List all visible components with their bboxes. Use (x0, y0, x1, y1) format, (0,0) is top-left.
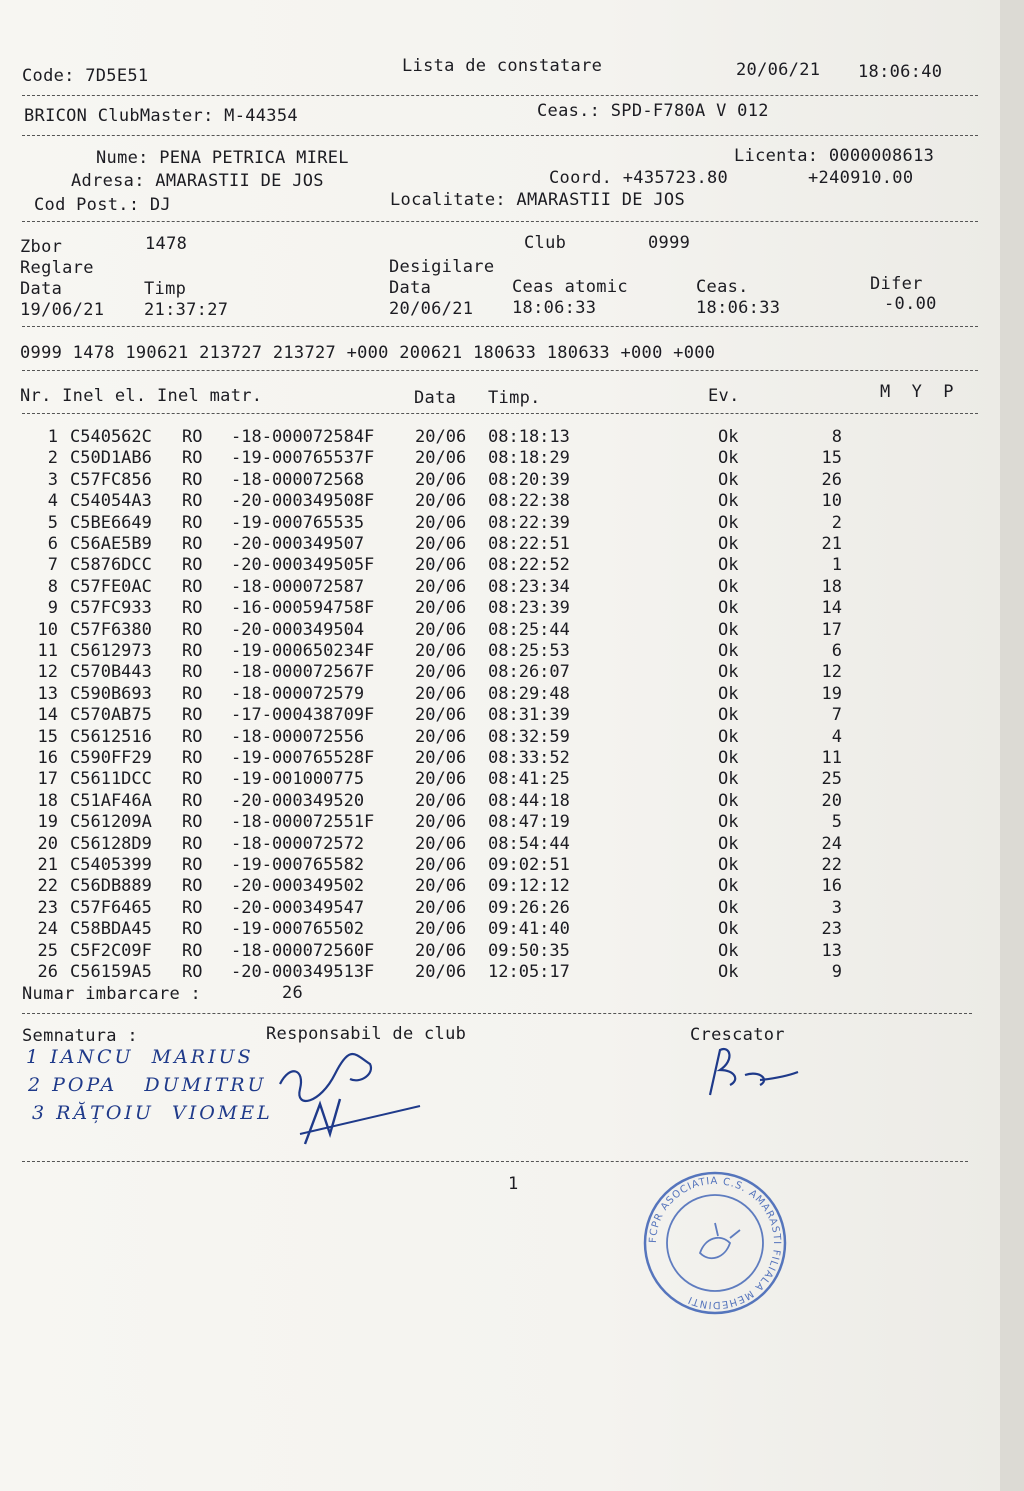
country-code: RO (182, 833, 203, 854)
ring-number: -18-000072579 (231, 683, 365, 704)
event-status: Ok (718, 897, 739, 918)
ring-number: -20-000349502 (231, 876, 365, 897)
country-code: RO (182, 683, 203, 704)
country-code: RO (182, 555, 203, 576)
flight-number: 1478 (145, 234, 188, 254)
rank: 24 (821, 833, 842, 854)
rank: 12 (821, 662, 842, 683)
divider (22, 413, 978, 414)
table-row (0, 620, 1000, 641)
country-code: RO (182, 919, 203, 940)
header-ev: Ev. (708, 386, 740, 406)
row-number: 10 (37, 619, 58, 640)
electronic-ring: C590FF29 (70, 748, 152, 768)
electronic-ring: C57FC856 (70, 469, 152, 490)
arrival-time: 08:18:29 (488, 448, 570, 469)
table-row (0, 641, 1000, 662)
code-label: Code: 7D5E51 (22, 66, 149, 86)
table-row (0, 427, 1000, 448)
print-time: 18:06:40 (858, 62, 943, 82)
arrival-time: 08:54:44 (488, 833, 570, 854)
row-number: 26 (37, 962, 58, 982)
arrival-time: 08:32:59 (488, 726, 570, 747)
header-timp: Timp. (488, 388, 541, 408)
rank: 16 (821, 876, 842, 897)
reglare-date: 19/06/21 (20, 300, 105, 320)
table-row (0, 791, 1000, 812)
country-code: RO (182, 769, 203, 790)
event-status: Ok (718, 555, 739, 576)
arrival-time: 08:23:34 (488, 576, 570, 597)
table-row (0, 941, 1000, 962)
ring-number: -20-000349505F (231, 555, 375, 576)
clock-time: 18:06:33 (696, 298, 781, 318)
electronic-ring: C5612973 (70, 641, 152, 661)
arrival-date: 20/06 (415, 683, 467, 704)
club-responsible-label: Responsabil de club (266, 1024, 467, 1044)
event-status: Ok (718, 812, 739, 833)
arrival-date: 20/06 (415, 469, 467, 490)
table-row (0, 834, 1000, 855)
club-responsible-signature (260, 1034, 440, 1154)
arrival-time: 08:47:19 (488, 812, 570, 833)
ring-number: -17-000438709F (231, 705, 375, 726)
rank: 8 (831, 427, 842, 447)
event-status: Ok (718, 641, 739, 661)
event-status: Ok (718, 748, 739, 768)
clock-model: Ceas.: SPD-F780A V 012 (537, 101, 769, 121)
event-status: Ok (718, 427, 739, 447)
ring-number: -18-000072572 (231, 833, 365, 854)
header-data: Data (414, 388, 457, 408)
event-status: Ok (718, 683, 739, 704)
print-date: 20/06/21 (736, 60, 821, 80)
arrival-date: 20/06 (415, 512, 467, 533)
table-row (0, 684, 1000, 705)
country-code: RO (182, 897, 203, 918)
rank: 3 (831, 897, 842, 918)
electronic-ring: C590B693 (70, 683, 152, 704)
handwritten-name-3: 3 RĂȚOIU VIOMEL (32, 1102, 273, 1124)
arrival-date: 20/06 (415, 833, 467, 854)
arrival-time: 08:22:52 (488, 555, 570, 576)
country-code: RO (182, 962, 203, 982)
row-number: 6 (47, 534, 58, 554)
event-status: Ok (718, 576, 739, 597)
divider (22, 1013, 972, 1014)
rank: 14 (821, 598, 842, 619)
reglare-time-label: Timp (144, 279, 187, 299)
difference-label: Difer (870, 274, 923, 294)
arrival-time: 09:41:40 (488, 919, 570, 940)
ring-number: -18-000072567F (231, 662, 375, 683)
row-number: 8 (47, 576, 58, 597)
arrival-date: 20/06 (415, 876, 467, 897)
arrival-date: 20/06 (415, 427, 467, 447)
row-number: 22 (37, 876, 58, 897)
row-number: 17 (37, 769, 58, 790)
divider (22, 1161, 968, 1162)
arrival-date: 20/06 (415, 962, 467, 982)
table-row (0, 812, 1000, 833)
desigilare-date: 20/06/21 (389, 299, 474, 319)
event-status: Ok (718, 833, 739, 854)
arrival-time: 09:50:35 (488, 940, 570, 961)
ring-number: -19-000765537F (231, 448, 375, 469)
event-status: Ok (718, 962, 739, 982)
country-code: RO (182, 427, 203, 447)
arrival-date: 20/06 (415, 748, 467, 768)
row-number: 12 (37, 662, 58, 683)
ring-number: -20-000349520 (231, 790, 365, 811)
row-number: 9 (47, 598, 58, 619)
electronic-ring: C570AB75 (70, 705, 152, 726)
table-row (0, 491, 1000, 512)
arrival-date: 20/06 (415, 491, 467, 512)
arrival-date: 20/06 (415, 662, 467, 683)
country-code: RO (182, 641, 203, 661)
electronic-ring: C56DB889 (70, 876, 152, 897)
rank: 11 (821, 748, 842, 768)
event-status: Ok (718, 598, 739, 619)
country-code: RO (182, 790, 203, 811)
flight-label: Zbor (20, 237, 63, 257)
electronic-ring: C5405399 (70, 855, 152, 875)
event-status: Ok (718, 726, 739, 747)
owner-name: Nume: PENA PETRICA MIREL (96, 148, 349, 168)
table-row (0, 769, 1000, 790)
clock-label: Ceas. (696, 277, 749, 297)
arrival-date: 20/06 (415, 919, 467, 940)
page-number: 1 (508, 1174, 519, 1194)
background-surface (1000, 0, 1024, 1491)
ring-number: -18-000072584F (231, 427, 375, 447)
table-row (0, 748, 1000, 769)
rank: 22 (821, 855, 842, 875)
arrival-time: 08:25:44 (488, 619, 570, 640)
arrival-date: 20/06 (415, 641, 467, 661)
table-row (0, 705, 1000, 726)
ring-number: -18-000072551F (231, 812, 375, 833)
row-number: 24 (37, 919, 58, 940)
table-row (0, 577, 1000, 598)
ring-number: -16-000594758F (231, 598, 375, 619)
arrival-date: 20/06 (415, 576, 467, 597)
row-number: 20 (37, 833, 58, 854)
country-code: RO (182, 598, 203, 619)
svg-text:FCPR ASOCIATIA C.S. AMARASTI F: FCPR ASOCIATIA C.S. AMARASTI FILIALA MEHEDINTI (647, 1175, 783, 1311)
row-number: 23 (37, 897, 58, 918)
table-row (0, 876, 1000, 897)
table-row (0, 919, 1000, 940)
table-row (0, 855, 1000, 876)
event-status: Ok (718, 855, 739, 875)
document-title: Lista de constatare (402, 56, 603, 76)
ring-number: -18-000072587 (231, 576, 365, 597)
rank: 7 (831, 705, 842, 726)
electronic-ring: C57FC933 (70, 598, 152, 619)
arrival-time: 08:33:52 (488, 748, 570, 768)
electronic-ring: C57F6380 (70, 619, 152, 640)
row-number: 19 (37, 812, 58, 833)
ring-number: -20-000349513F (231, 962, 375, 982)
rank: 17 (821, 619, 842, 640)
electronic-ring: C5BE6649 (70, 512, 152, 533)
license-number: Licenta: 0000008613 (734, 146, 935, 166)
ring-number: -19-000765582 (231, 855, 365, 875)
arrival-time: 08:44:18 (488, 790, 570, 811)
country-code: RO (182, 469, 203, 490)
arrival-date: 20/06 (415, 534, 467, 554)
rank: 19 (821, 683, 842, 704)
rank: 5 (831, 812, 842, 833)
country-code: RO (182, 662, 203, 683)
row-number: 4 (47, 491, 58, 512)
event-status: Ok (718, 705, 739, 726)
rank: 20 (821, 790, 842, 811)
country-code: RO (182, 491, 203, 512)
ring-number: -20-000349507 (231, 534, 365, 554)
arrival-time: 08:26:07 (488, 662, 570, 683)
country-code: RO (182, 726, 203, 747)
row-number: 2 (47, 448, 58, 469)
arrival-date: 20/06 (415, 790, 467, 811)
table-row (0, 898, 1000, 919)
event-status: Ok (718, 769, 739, 790)
arrival-date: 20/06 (415, 855, 467, 875)
event-status: Ok (718, 491, 739, 512)
electronic-ring: C54054A3 (70, 491, 152, 512)
clubmaster-label: BRICON ClubMaster: M-44354 (24, 106, 298, 126)
electronic-ring: C58BDA45 (70, 919, 152, 940)
ring-number: -18-000072560F (231, 940, 375, 961)
event-status: Ok (718, 940, 739, 961)
rank: 26 (821, 469, 842, 490)
arrival-date: 20/06 (415, 726, 467, 747)
electronic-ring: C56128D9 (70, 833, 152, 854)
ring-number: -19-001000775 (231, 769, 365, 790)
arrival-time: 08:41:25 (488, 769, 570, 790)
arrival-time: 08:22:38 (488, 491, 570, 512)
electronic-ring: C570B443 (70, 662, 152, 683)
coordinates-lat: Coord. +435723.80 (549, 168, 729, 188)
rank: 15 (821, 448, 842, 469)
arrival-time: 08:22:39 (488, 512, 570, 533)
rank: 2 (831, 512, 842, 533)
divider (22, 135, 978, 136)
arrival-time: 08:31:39 (488, 705, 570, 726)
arrival-time: 08:29:48 (488, 683, 570, 704)
country-code: RO (182, 876, 203, 897)
ring-number: -19-000650234F (231, 641, 375, 661)
boarding-count-label: Numar imbarcare : (22, 984, 202, 1004)
ring-number: -20-000349508F (231, 491, 375, 512)
handwritten-name-1: 1 IANCU MARIUS (26, 1046, 254, 1068)
header-nr-inel: Nr. Inel el. Inel matr. (20, 386, 263, 406)
divider (22, 95, 978, 96)
arrival-date: 20/06 (415, 598, 467, 619)
arrival-date: 20/06 (415, 940, 467, 961)
rank: 18 (821, 576, 842, 597)
owner-address: Adresa: AMARASTII DE JOS (71, 171, 324, 191)
reglare-time: 21:37:27 (144, 300, 229, 320)
electronic-ring: C5876DCC (70, 555, 152, 576)
event-status: Ok (718, 790, 739, 811)
table-row (0, 534, 1000, 555)
event-status: Ok (718, 662, 739, 683)
ring-number: -19-000765528F (231, 748, 375, 768)
header-myp: M Y P (880, 382, 954, 402)
breeder-label: Crescator (690, 1025, 785, 1045)
event-status: Ok (718, 534, 739, 554)
electronic-ring: C5F2C09F (70, 940, 152, 961)
country-code: RO (182, 748, 203, 768)
event-status: Ok (718, 876, 739, 897)
country-code: RO (182, 619, 203, 640)
row-number: 25 (37, 940, 58, 961)
rank: 13 (821, 940, 842, 961)
rank: 1 (831, 555, 842, 576)
row-number: 5 (47, 512, 58, 533)
rank: 4 (831, 726, 842, 747)
row-number: 16 (37, 748, 58, 768)
ring-number: -20-000349547 (231, 897, 365, 918)
electronic-ring: C540562C (70, 427, 152, 447)
row-number: 15 (37, 726, 58, 747)
electronic-ring: C5612516 (70, 726, 152, 747)
row-number: 1 (47, 427, 58, 447)
arrival-date: 20/06 (415, 619, 467, 640)
handwritten-name-2: 2 POPA DUMITRU (28, 1074, 267, 1096)
arrival-time: 09:12:12 (488, 876, 570, 897)
row-number: 18 (37, 790, 58, 811)
event-status: Ok (718, 919, 739, 940)
table-row (0, 555, 1000, 576)
rank: 9 (831, 962, 842, 982)
table-row (0, 662, 1000, 683)
country-code: RO (182, 855, 203, 875)
divider (22, 221, 978, 222)
coordinates-lon: +240910.00 (808, 168, 914, 188)
country-code: RO (182, 812, 203, 833)
row-number: 7 (47, 555, 58, 576)
arrival-time: 08:23:39 (488, 598, 570, 619)
arrival-time: 12:05:17 (488, 962, 570, 982)
event-status: Ok (718, 469, 739, 490)
country-code: RO (182, 576, 203, 597)
reglare-label: Reglare (20, 258, 94, 278)
arrival-time: 08:18:13 (488, 427, 570, 447)
arrival-date: 20/06 (415, 705, 467, 726)
row-number: 3 (47, 469, 58, 490)
reglare-data-label: Data (20, 279, 63, 299)
arrival-time: 08:22:51 (488, 534, 570, 554)
row-number: 21 (37, 855, 58, 875)
country-code: RO (182, 534, 203, 554)
table-row (0, 448, 1000, 469)
atomic-clock-label: Ceas atomic (512, 277, 628, 297)
rank: 6 (831, 641, 842, 661)
country-code: RO (182, 705, 203, 726)
arrival-date: 20/06 (415, 769, 467, 790)
arrival-date: 20/06 (415, 555, 467, 576)
postal-code: Cod Post.: DJ (34, 195, 171, 215)
boarding-count-value: 26 (282, 983, 304, 1003)
ring-number: -18-000072556 (231, 726, 365, 747)
ring-number: -18-000072568 (231, 469, 365, 490)
arrival-time: 08:25:53 (488, 641, 570, 661)
divider (22, 326, 978, 327)
desigilare-label: Desigilare (389, 257, 495, 277)
electronic-ring: C51AF46A (70, 790, 152, 811)
club-stamp (640, 1168, 790, 1318)
event-status: Ok (718, 619, 739, 640)
summary-line: 0999 1478 190621 213727 213727 +000 200621 180633 180633 +000 +000 (20, 343, 716, 363)
electronic-ring: C56AE5B9 (70, 534, 152, 554)
desigilare-data-label: Data (389, 278, 432, 298)
club-number: 0999 (648, 233, 691, 253)
breeder-signature (690, 1040, 810, 1100)
atomic-time: 18:06:33 (512, 298, 597, 318)
arrival-date: 20/06 (415, 448, 467, 469)
ring-number: -20-000349504 (231, 619, 365, 640)
country-code: RO (182, 940, 203, 961)
country-code: RO (182, 448, 203, 469)
electronic-ring: C50D1AB6 (70, 448, 152, 469)
table-row (0, 470, 1000, 491)
club-label: Club (524, 233, 567, 253)
row-number: 11 (37, 641, 58, 661)
rank: 10 (821, 491, 842, 512)
signature-label: Semnatura : (22, 1026, 138, 1046)
rank: 21 (821, 534, 842, 554)
arrival-date: 20/06 (415, 812, 467, 833)
electronic-ring: C56159A5 (70, 962, 152, 982)
difference-value: -0.00 (884, 294, 937, 314)
event-status: Ok (718, 448, 739, 469)
electronic-ring: C561209A (70, 812, 152, 833)
ring-number: -19-000765535 (231, 512, 365, 533)
row-number: 13 (37, 683, 58, 704)
electronic-ring: C57F6465 (70, 897, 152, 918)
rank: 25 (821, 769, 842, 790)
locality: Localitate: AMARASTII DE JOS (390, 190, 685, 210)
table-row (0, 962, 1000, 983)
event-status: Ok (718, 512, 739, 533)
rank: 23 (821, 919, 842, 940)
electronic-ring: C57FE0AC (70, 576, 152, 597)
country-code: RO (182, 512, 203, 533)
arrival-time: 09:02:51 (488, 855, 570, 875)
divider (22, 370, 978, 371)
row-number: 14 (37, 705, 58, 726)
electronic-ring: C5611DCC (70, 769, 152, 790)
arrival-time: 09:26:26 (488, 897, 570, 918)
arrival-date: 20/06 (415, 897, 467, 918)
table-row (0, 727, 1000, 748)
table-row (0, 513, 1000, 534)
arrival-time: 08:20:39 (488, 469, 570, 490)
ring-number: -19-000765502 (231, 919, 365, 940)
table-row (0, 598, 1000, 619)
